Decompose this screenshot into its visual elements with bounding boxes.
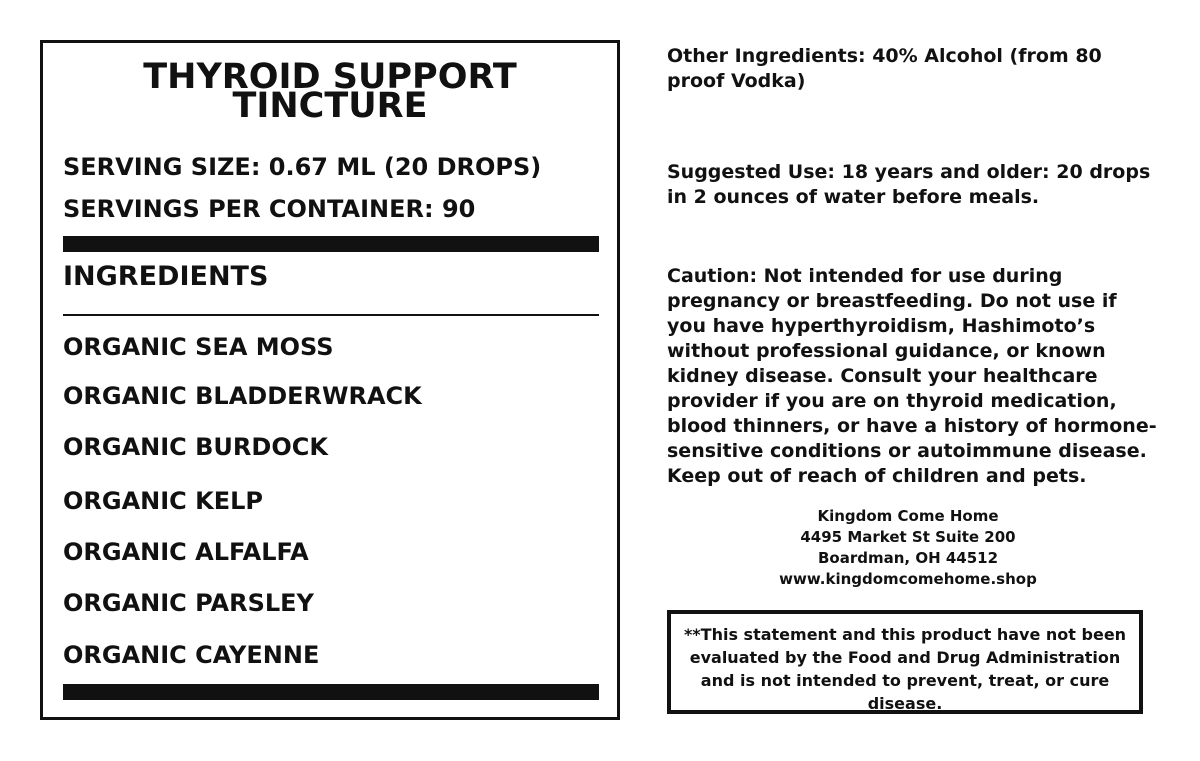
- divider-thick-top: [63, 236, 599, 252]
- supplement-facts-panel: [40, 40, 620, 720]
- ingredient-item: ORGANIC ALFALFA: [63, 538, 309, 566]
- ingredients-heading: INGREDIENTS: [63, 261, 269, 292]
- product-title: [43, 57, 617, 126]
- ingredient-item: ORGANIC SEA MOSS: [63, 333, 334, 361]
- ingredient-item: ORGANIC BURDOCK: [63, 433, 328, 461]
- fda-disclaimer-text: **This statement and this product have not been evaluated by the Food and Drug Administration and is not intended to prevent, treat, or cure disease.: [683, 625, 1127, 713]
- company-address: [668, 506, 1148, 590]
- city-state-zip: Boardman, OH 44512: [817, 549, 999, 567]
- product-title-line-2: TINCTURE: [232, 86, 428, 126]
- street-address: 4495 Market St Suite 200: [800, 528, 1016, 546]
- website-link: www.kingdomcomehome.shop: [779, 570, 1037, 588]
- fda-disclaimer-box: [667, 610, 1143, 714]
- ingredient-item: ORGANIC CAYENNE: [63, 641, 320, 669]
- suggested-use: Suggested Use: 18 years and older: 20 drops in 2 ounces of water before meals.: [667, 161, 1151, 208]
- serving-size: SERVING SIZE: 0.67 ML (20 DROPS): [63, 153, 542, 181]
- servings-per-container: SERVINGS PER CONTAINER: 90: [63, 195, 476, 223]
- divider-thick-bottom: [63, 684, 599, 700]
- product-title-line-1: THYROID SUPPORT: [143, 57, 517, 97]
- ingredient-item: ORGANIC BLADDERWRACK: [63, 382, 422, 410]
- ingredient-item: ORGANIC PARSLEY: [63, 589, 314, 617]
- other-ingredients: Other Ingredients: 40% Alcohol (from 80 proof Vodka): [667, 45, 1102, 92]
- company-name: Kingdom Come Home: [817, 507, 999, 525]
- ingredient-item: ORGANIC KELP: [63, 487, 264, 515]
- caution-text: Caution: Not intended for use during pregnancy or breastfeeding. Do not use if you have hyperthyroidism, Hashimoto’s without professional guidance, or known kidney disease. Consult your healthcare provider if you are on thyroid medication, blood thinners, or have a history of hormone-sensitive conditions or autoimmune disease. Keep out of reach of children and pets.: [667, 265, 1157, 487]
- divider-thin: [63, 314, 599, 316]
